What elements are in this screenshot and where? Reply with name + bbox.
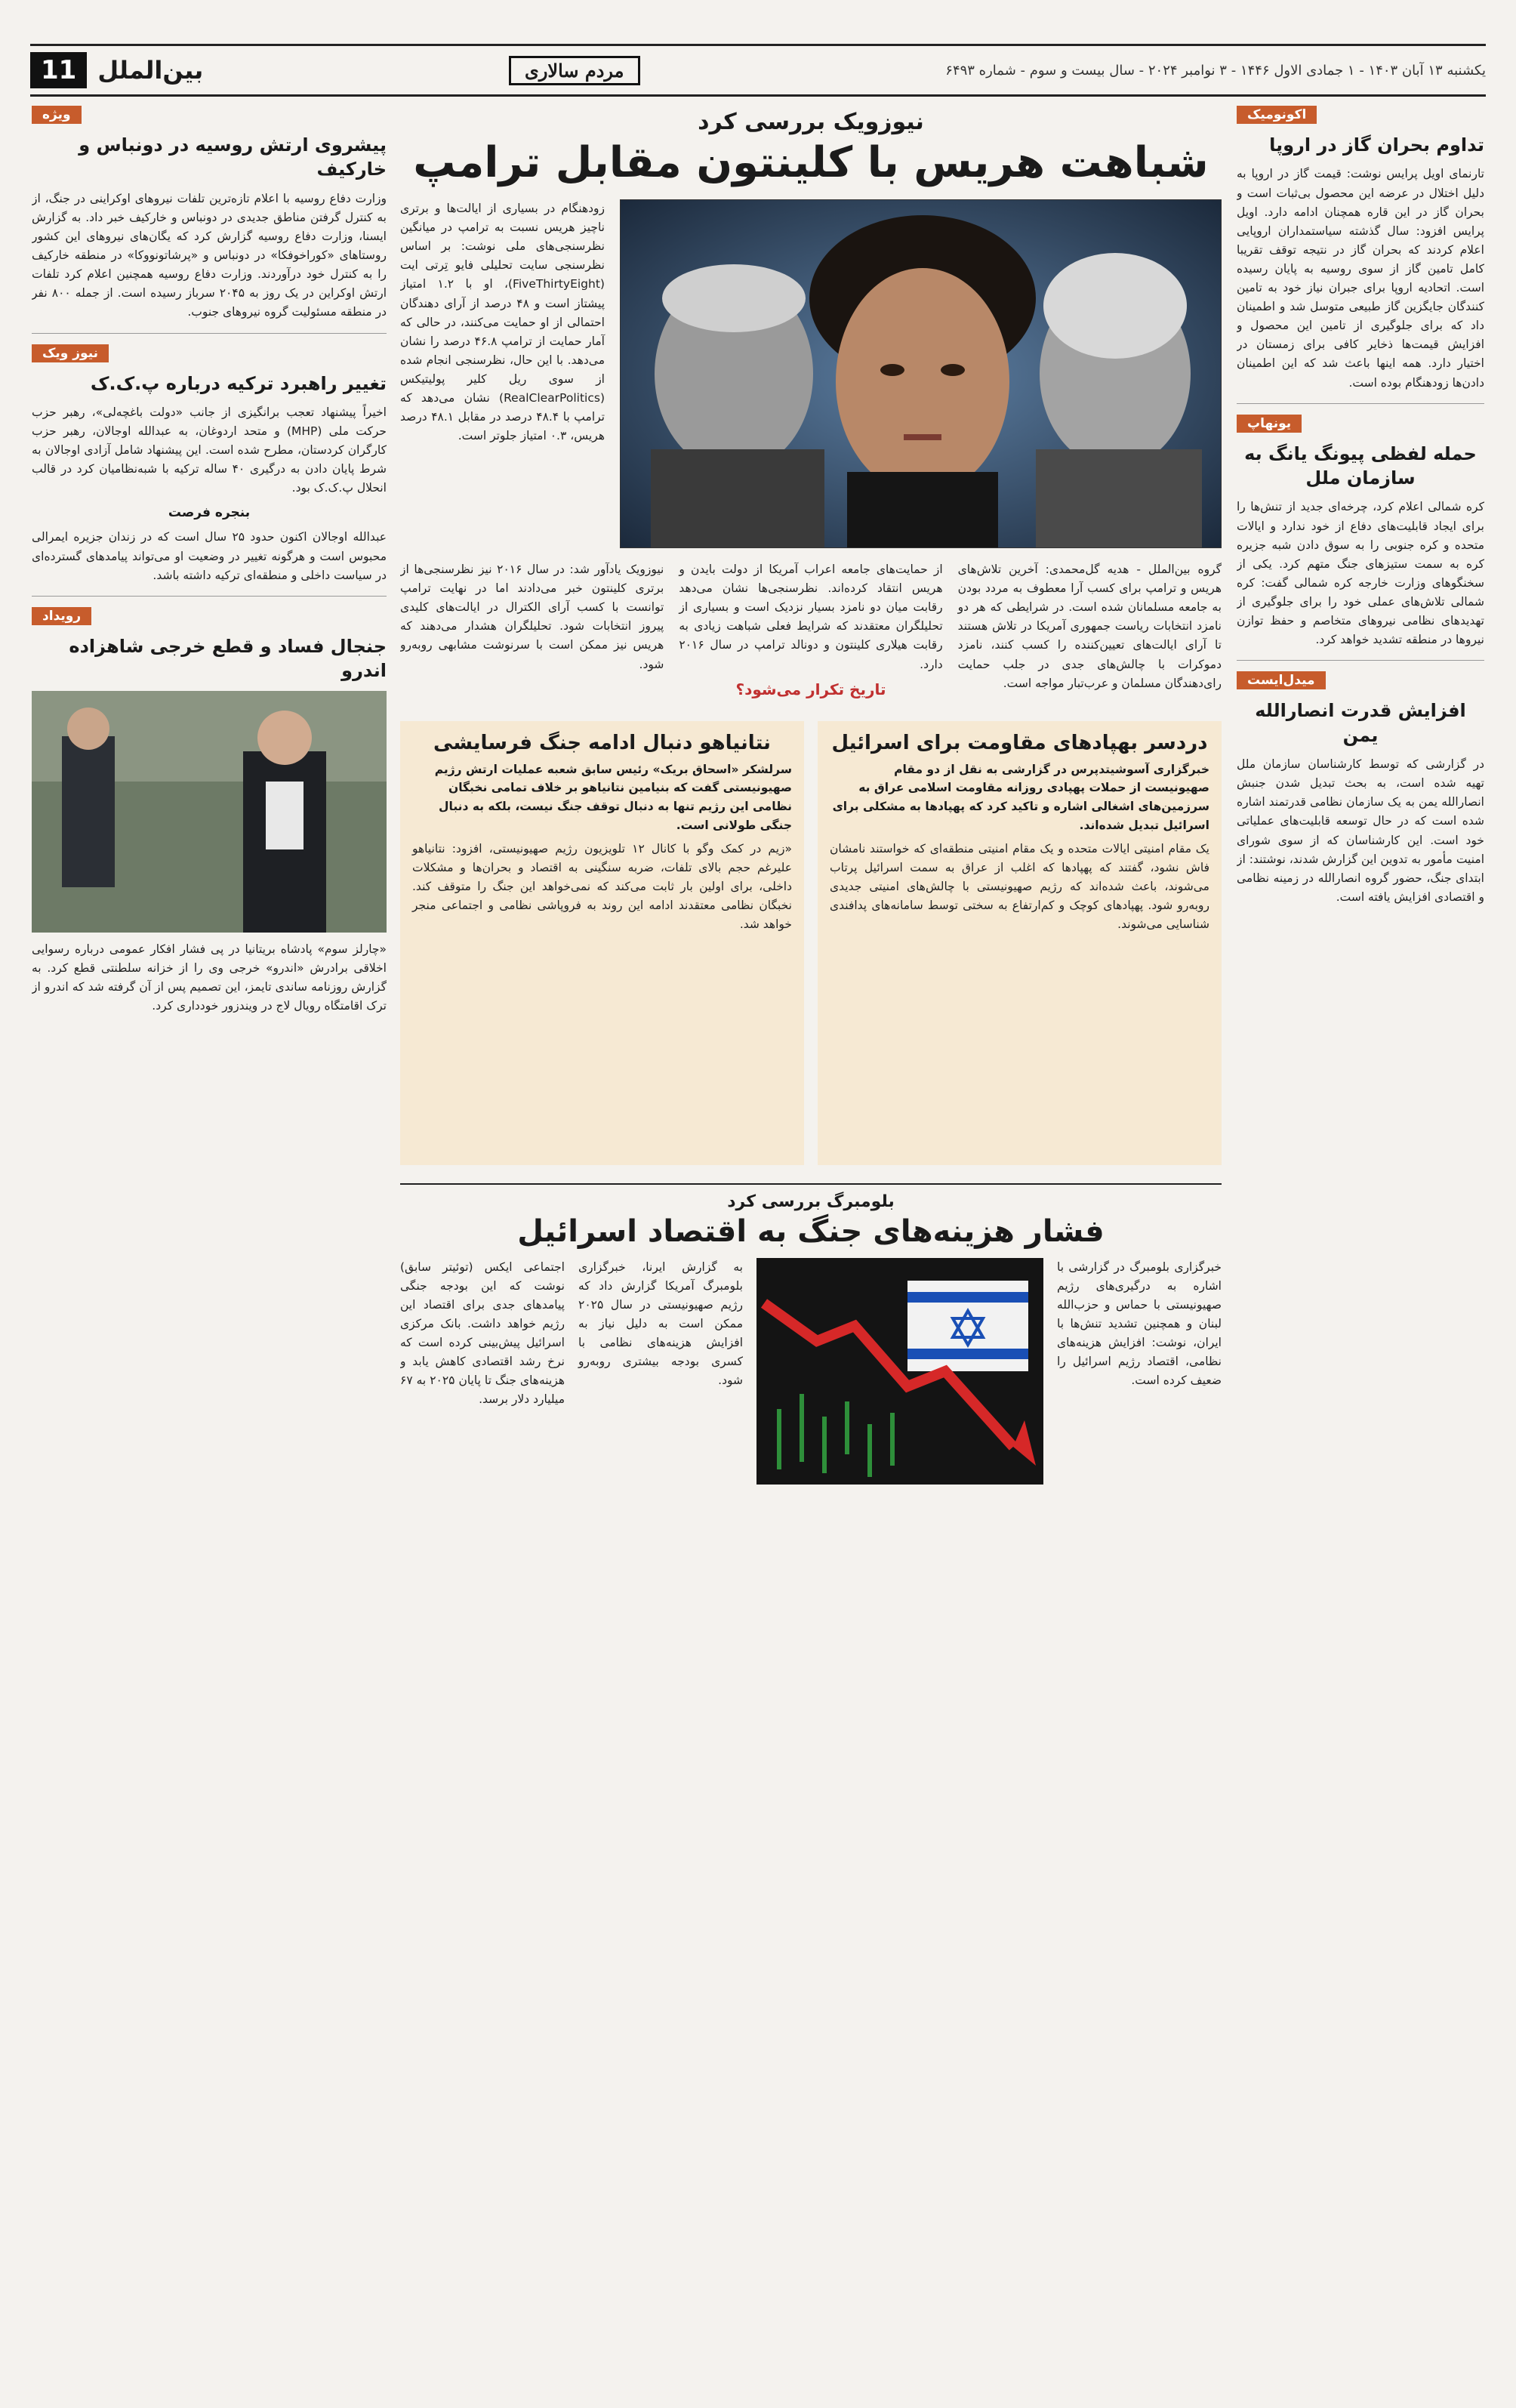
lower-kicker: بلومبرگ بررسی کرد: [727, 1192, 895, 1211]
story-ansarallah: [1237, 671, 1484, 917]
lead-body-3: نیوزویک یادآور شد: در سال ۲۰۱۶ نیز نظرسنجی‌ها از برتری کلینتون خبر می‌دادند اما در نهایت ترامپ توانست با کسب آرای الکترال در ایالت‌های کلیدی پیروز انتخابات شود. تحلیلگران هشدار می‌دهند که هریس نیز ممکن است با سرنوشت مشابهی روبه‌رو شود.: [400, 563, 664, 671]
story-turkey-pkk: [32, 344, 387, 597]
center-column: [400, 106, 1222, 2363]
lead-side-body: زودهنگام در بسیاری از ایالت‌ها و برتری ناچیز هریس نسبت به ترامپ در میانگین نظرسنجی‌های ملی نوشت: بر اساس نظرسنجی سایت تحلیلی فایو تِرتی ایت (FiveThirtyEight)، او با ۱.۲ امتیاز پیشتاز است و ۴۸ درصد از آرای دهندگان احتمالی از او حمایت می‌کنند، در حالی که آمار حمایت از ترامپ ۴۶.۸ درصد را نشان می‌دهد. با این حال، نظرسنجی انجام شده از سوی ریل کلیر پولیتیکس (RealClearPolitics) نشان می‌دهد که ترامپ با ۴۸.۴ درصد در مقابل ۴۸.۱ درصد هریس، ۰.۳ امتیاز جلوتر است.: [400, 202, 605, 443]
masthead: [30, 44, 1486, 97]
story-body-2: عبدالله اوجالان اکنون حدود ۲۵ سال است که در زندان جزیره ایمرالی محبوس است و هرگونه تغییر در وضعیت او می‌تواند پیامدهای گسترده‌ای در سیاست داخلی و منطقه‌ای ترکیه داشته باشد.: [32, 530, 387, 582]
lead-body-1: گروه بین‌الملل - هدیه گل‌محمدی: آخرین تلاش‌های هریس و ترامپ برای کسب آرا معطوف به مردد بودن به جامعه مسلمانان شده است. در شرایطی که هر دو نامزد انتخابات ریاست جمهوری آمریکا در تلاش هستند تا آرای ایالت‌های تعیین‌کننده را کسب کنند، نامزد دموکرات با چالش‌های جدی در جلب حمایت رای‌دهندگان مسلمان و عرب‌تبار مواجه است.: [957, 563, 1222, 690]
lead-pullquote: تاریخ تکرار می‌شود؟: [735, 680, 886, 698]
story-title: حمله لفظی پیونگ یانگ به سازمان ملل: [1244, 442, 1477, 489]
story-israel-economy: [400, 1183, 1222, 1485]
feature-boxes: [400, 721, 1222, 1165]
lower-title: فشار هزینه‌های جنگ به اقتصاد اسرائیل: [517, 1213, 1105, 1249]
story-kicker: اکونومیک: [1237, 106, 1317, 124]
prince-photo: [32, 691, 387, 933]
story-north-korea: [1237, 415, 1484, 661]
section-name: بین‌الملل: [97, 56, 204, 85]
lower-grid: [400, 1258, 1222, 1485]
lower-body-3: اجتماعی ایکس (توئیتر سابق) نوشت که این بودجه جنگی پیامدهای جدی برای اقتصاد این رژیم خواهد داشت. بانک مرکزی اسرائیل پیش‌بینی کرده است که نرخ رشد اقتصادی کاهش یابد و هزینه‌های جنگ تا پایان ۲۰۲۵ به ۶۷ میلیارد دلار برسد.: [400, 1259, 565, 1407]
story-title: پیشروی ارتش روسیه در دونباس و خارکیف: [79, 134, 387, 180]
left-column: [32, 106, 387, 2363]
story-title: افزایش قدرت انصارالله یمن: [1255, 700, 1466, 746]
story-subhead: بنجره فرصت: [168, 505, 251, 521]
harris-clinton-trump-illustration: [621, 200, 1221, 547]
lower-body-2: به گزارش ایرنا، خبرگزاری بلومبرگ آمریکا گزارش داد که رژیم صهیونیستی در سال ۲۰۲۵ ممکن است به دلیل نیاز به افزایش هزینه‌های نظامی با کسری بودجه بیشتری روبه‌رو شود.: [578, 1259, 743, 1388]
box-drones: [818, 721, 1222, 1165]
story-kicker: میدل‌ایست: [1237, 671, 1326, 689]
story-body: در گزارشی که توسط کارشناسان سازمان ملل تهیه شده است، به بحث تبدیل شدن جنبش انصارالله یمن به یک سازمان نظامی قدرتمند اشاره شده است که در حال توسعه قابلیت‌های عملیاتی خود است. این کارشناسان که از سوی شورای امنیت مأمور به تدوین این گزارش شدند، نوشتند: از ابتدای جنگ، حضور گروه انصارالله در زمینه نظامی و اقتصادی افزایش یافته است.: [1237, 757, 1484, 904]
story-title: جنجال فساد و قطع خرجی شاهزاده اندرو: [69, 635, 387, 682]
story-body: کره شمالی اعلام کرد، چرخه‌ای جدید از تنش‌ها را برای ایجاد قابلیت‌های دفاع از خود ندارد و ایالات متحده و کره جنوبی را به سوق دادن شبه جزیره کره به سمت ستیزهای جنگ متهم کرد. یکی از سخنگوهای وزارت خارجه کره شمالی گفت: کره شمالی تلاش‌های عملی خود را برای جلوگیری از تهدیدهای نظامی نیروهای متخاصم و حفظ توازن نیروها در منطقه تشدید خواهد کرد.: [1237, 500, 1484, 647]
page-number: 11: [30, 52, 87, 88]
lead-grid: [400, 199, 1222, 548]
story-kicker: نیوز ویک: [32, 344, 109, 362]
box-body: «زیم در کمک وگو با کانال ۱۲ تلویزیون رژیم صهیونیستی، افزود: نتانیاهو علیرغم حجم بالای تلفات، ضربه سنگینی به اقتصاد و بحران‌ها و مشکلات داخلی، برای اولین بار ثابت می‌کند که نمی‌خواهد این جنگ را متوقف کند. نخبگان نظامی معتقدند ادامه این روند به فروپاشی نظامی و اجتماعی منجر خواهد شد.: [412, 841, 793, 932]
prince-photo-illustration: [32, 691, 387, 933]
falling-arrow-flag-illustration: [756, 1258, 1043, 1485]
lead-kicker: نیوزویک بررسی کرد: [698, 109, 924, 135]
date-line: یکشنبه ۱۳ آبان ۱۴۰۳ - ۱ جمادی الاول ۱۴۴۶ - ۳ نوامبر ۲۰۲۴ - سال بیست و سوم - شماره ۶۴۹۳: [945, 62, 1486, 79]
story-prince-andrew: [32, 607, 387, 1026]
story-body: «چارلز سوم» پادشاه بریتانیا در پی فشار افکار عمومی درباره رسوایی اخلاقی برادرش «اندرو» خرجی وی را از خزانه سلطنتی قطع کرد. به گزارش روزنامه ساندی تایمز، این تصمیم پس از آن گرفته شد که اندرو از ترک اقامتگاه رویال لاج در ویندزور خودداری کرد.: [32, 942, 387, 1013]
story-title: تغییر راهبرد ترکیه درباره پ.ک.ک: [90, 372, 387, 394]
box-lead: سرلشکر «اسحاق بریک» رئیس سابق شعبه عملیات ارتش رژیم صهیونیستی گفت که بنیامین نتانیاهو بر خلاف تمامی نخبگان نظامی این رژیم تنها به دنبال توقف جنگ نیست، بلکه به دنبال جنگی طولانی است.: [434, 762, 792, 833]
masthead-left: [30, 52, 203, 88]
lead-photo: [620, 199, 1222, 548]
box-title: نتانیاهو دنبال ادامه جنگ فرسایشی: [433, 731, 771, 754]
story-kicker: یونهاپ: [1237, 415, 1302, 433]
story-gas-crisis: [1237, 106, 1484, 404]
right-column: [1237, 106, 1484, 2363]
newspaper-logo: مردم سالاری: [509, 56, 639, 85]
lead-title: شباهت هریس با کلینتون مقابل ترامپ: [413, 138, 1209, 187]
lead-body-2-wrap: [679, 560, 942, 705]
story-title: تداوم بحران گاز در اروپا: [1269, 134, 1484, 156]
story-kicker: ویژه: [32, 106, 82, 124]
box-body: یک مقام امنیتی ایالات متحده و یک مقام امنیتی منطقه‌ای که خواستند نامشان فاش نشود، گفتند که پهپادها که اغلب از عراق به سمت اسرائیل پرتاب می‌شوند، باعث شده‌اند که رژیم صهیونیستی با چالش‌های امنیتی جدیدی روبه‌رو شود. پهپادهای کوچک و کم‌ارتفاع به سختی توسط سامانه‌های پدافندی شناسایی می‌شوند.: [830, 841, 1209, 932]
story-body: وزارت دفاع روسیه با اعلام تازه‌ترین تلفات نیروهای اوکراینی در جنگ، از به کنترل گرفتن مناطق جدیدی در دونباس و خارکیف خبر داد. به گزارش ایسنا، وزارت دفاع روسیه گزارش کرد که یگان‌های نیروهای این کشور روستاهای «کوراخوفکا» در دونباس و «پرشاتونووکا» در منطقه خارکیف را به کنترل خود درآوردند. وزارت دفاع روسیه همچنین اعلام کرد تلفات ارتش اوکراین در یک روز به ۲۰۴۵ سرباز رسیده است. از جمله ۸۰۰ نفر در منطقه مسئولیت گروه نیروهای جنوب.: [32, 191, 387, 319]
box-lead: خبرگزاری آسوشیتدپرس در گزارشی به نقل از دو مقام صهیونیست از حملات پهپادی روزانه مقاومت اسلامی عراق به سرزمین‌های اشغالی اشاره و تاکید کرد که پهپادها به مشکلی برای اسرائیل تبدیل شده‌اند.: [832, 762, 1209, 833]
story-kicker: رویداد: [32, 607, 91, 625]
story-russia-advance: [32, 106, 387, 334]
box-title: دردسر بهپادهای مقاومت برای اسرائیل: [831, 731, 1208, 754]
story-body: اخیراً پیشنهاد تعجب برانگیزی از جانب «دولت باغچه‌لی»، رهبر حزب حرکت ملی (MHP) و متحد اردوغان، به عبدالله اوجالان، رهبر حزب کارگران کردستان، مطرح شده است. این پیشنهاد شامل آزادی اوجالان به شرط پایان دادن به درگیری ۴۰ ساله ترکیه با شبه‌نظامیان کرد در قالب انحلال پ.ک.ک بود.: [32, 405, 387, 495]
lead-body-2: از حمایت‌های جامعه اعراب آمریکا از دولت بایدن و هریس انتقاد کرده‌اند. نظرسنجی‌ها نشان می‌دهد رقابت میان دو نامزد بسیار نزدیک است و بسیاری از تحلیلگران معتقدند که شرایط فعلی شباهت زیادی به رقابت هیلاری کلینتون و دونالد ترامپ در سال ۲۰۱۶ دارد.: [679, 563, 943, 671]
lead-text-columns: [400, 560, 1222, 705]
economy-chart-photo: [756, 1258, 1043, 1485]
lower-body-1: خبرگزاری بلومبرگ در گزارشی با اشاره به درگیری‌های رژیم صهیونیستی با حماس و حزب‌الله لبنان و همچنین تشدید تنش‌ها با ایران، نوشت: افزایش هزینه‌های نظامی، اقتصاد رژیم اسرائیل را ضعیف کرده است.: [1057, 1259, 1222, 1388]
story-body: تارنمای اویل پرایس نوشت: قیمت گاز در اروپا به دلیل اختلال در عرضه این محصول بی‌ثبات است و بحران گاز در این قاره همچنان ادامه دارد. اویل پرایس افزود: سال گذشته سیاستمداران اروپایی اعلام کردند که بحران گاز در نتیجه توقف تقریبا کامل تامین گاز از سوی روسیه به پایان رسیده است. اتحادیه اروپا برای جبران نیاز خود به تامین کنندگان جایگزین گاز طبیعی متوسل شد و اطمینان داد که برای جلوگیری از تامین این محصول و افزایش قیمت‌ها ذخایر کافی برای زمستان در اختیار دارد. همه اینها باعث شد که این اطمینان دادن‌ها زودهنگام بوده است.: [1237, 167, 1484, 390]
box-netanyahu: [400, 721, 804, 1165]
